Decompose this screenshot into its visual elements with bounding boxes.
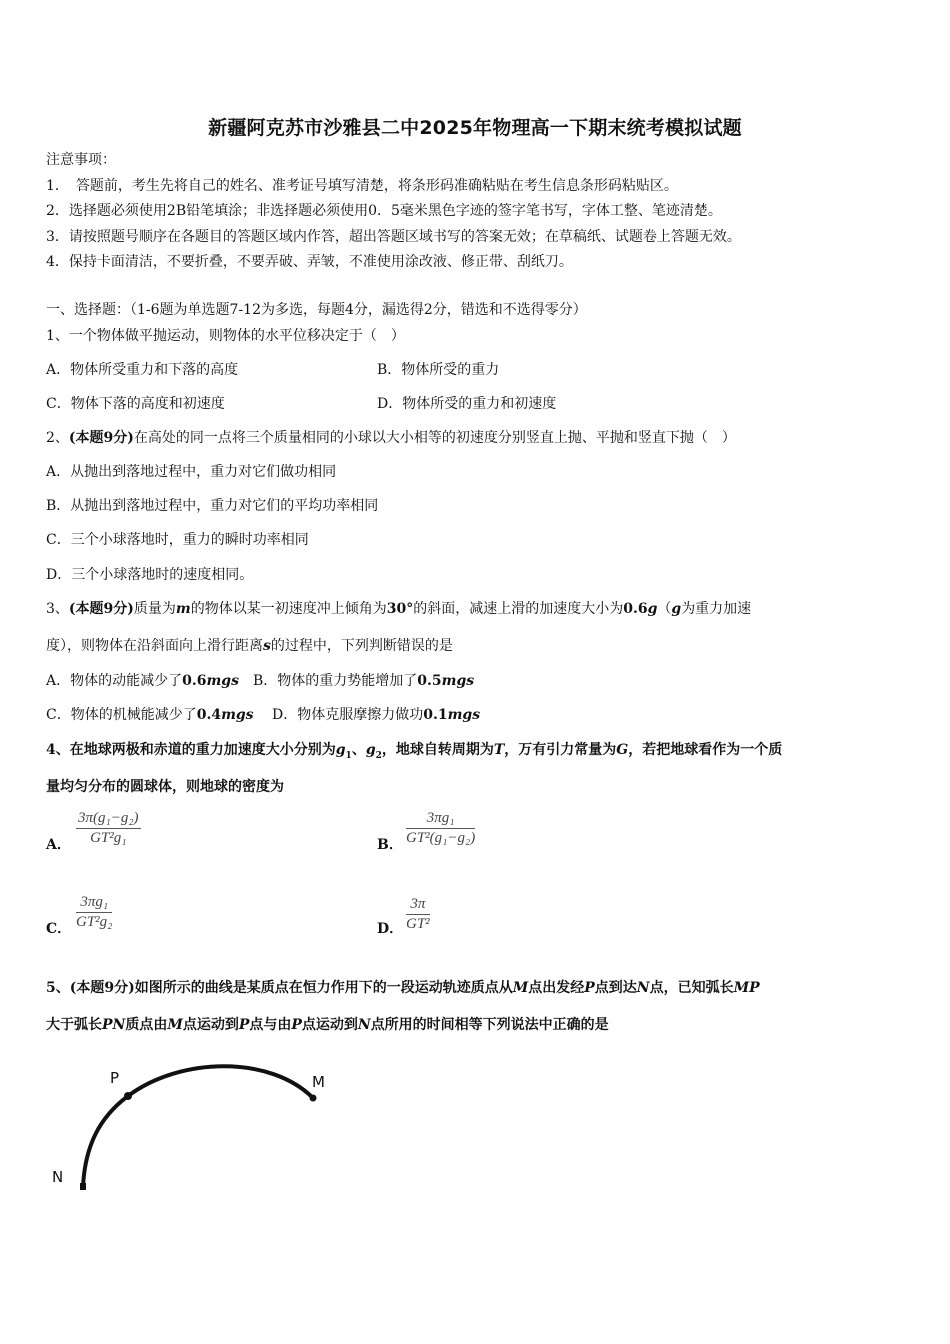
q4-a-denominator: GT²g₁ bbox=[90, 830, 127, 846]
q3-stem-line1: 3、(本题9分)质量为m的物体以某一初速度冲上倾角为30°的斜面，减速上滑的加速度大小为0.6g（g为重力加速 bbox=[46, 601, 752, 617]
q4-stem-line1: 4、在地球两极和赤道的重力加速度大小分别为$g_1$、$g_2$，地球自转周期为T，万有引力常量为G，若把地球看作为一个质 bbox=[46, 742, 783, 761]
q4-option-d-label: D． bbox=[377, 921, 404, 937]
q3-option-a: A．物体的动能减少了0.6mgs bbox=[46, 673, 239, 689]
q4-d-numerator: 3π bbox=[410, 896, 426, 912]
q4-b-numerator: 3πg₁ bbox=[426, 810, 455, 826]
q3-stem-line2: 度），则物体在沿斜面向上滑行距离s的过程中，下列判断错误的是 bbox=[46, 638, 453, 654]
notice-item-2: 2．选择题必须使用2B铅笔填涂；非选择题必须使用0．5毫米黑色字迹的签字笔书写，字体工整、笔迹清楚。 bbox=[46, 203, 722, 219]
q4-option-b-fraction bbox=[406, 810, 475, 847]
q3-options-cd bbox=[46, 705, 480, 725]
q4-c-numerator: 3πg₁ bbox=[80, 894, 109, 910]
q1-option-b: B．物体所受的重力 bbox=[377, 362, 500, 378]
label-m: M bbox=[312, 1073, 325, 1091]
notice-heading: 注意事项： bbox=[46, 152, 116, 168]
q3-option-d: D．物体克服摩擦力做功0.1mgs bbox=[272, 707, 481, 723]
q2-option-c: C．三个小球落地时，重力的瞬时功率相同 bbox=[46, 532, 309, 548]
q5-stem-line1: 5、(本题9分)如图所示的曲线是某质点在恒力作用下的一段运动轨迹质点从M点出发经P点到达N点，已知弧长MP bbox=[46, 980, 760, 996]
page-title: 新疆阿克苏市沙雅县二中2025年物理高一下期末统考模拟试题 bbox=[208, 117, 742, 139]
q4-stem-line2: 量均匀分布的圆球体，则地球的密度为 bbox=[46, 779, 284, 795]
q1-stem: 1、一个物体做平抛运动，则物体的水平位移决定于（ ） bbox=[46, 328, 405, 344]
point-p-dot bbox=[124, 1092, 132, 1100]
q2-option-a: A．从抛出到落地过程中，重力对它们做功相同 bbox=[46, 464, 337, 480]
q2-stem: 2、(本题9分)在高处的同一点将三个质量相同的小球以大小相等的初速度分别竖直上抛、平抛和竖直下抛（ ） bbox=[46, 430, 736, 446]
trajectory-diagram bbox=[40, 1045, 340, 1205]
label-n: N bbox=[52, 1168, 64, 1186]
q1-option-a: A．物体所受重力和下落的高度 bbox=[46, 362, 239, 378]
q4-d-denominator: GT² bbox=[406, 916, 430, 932]
q4-option-c-label: C． bbox=[46, 921, 72, 937]
q3-option-b: B．物体的重力势能增加了0.5mgs bbox=[252, 673, 475, 689]
q4-a-numerator: 3π(g₁−g₂) bbox=[78, 810, 139, 826]
q2-option-d: D．三个小球落地时的速度相同。 bbox=[46, 567, 254, 583]
q5-stem-line2: 大于弧长PN质点由M点运动到P点与由P点运动到N点所用的时间相等下列说法中正确的是 bbox=[46, 1017, 609, 1033]
q4-option-b-label: B． bbox=[377, 837, 403, 853]
notice-item-4: 4．保持卡面清洁，不要折叠，不要弄破、弄皱，不准使用涂改液、修正带、刮纸刀。 bbox=[46, 254, 573, 270]
q4-b-denominator: GT²(g₁−g₂) bbox=[406, 830, 476, 846]
q4-option-d-fraction bbox=[406, 896, 430, 933]
q1-option-c: C．物体下落的高度和初速度 bbox=[46, 396, 225, 412]
q2-option-b: B．从抛出到落地过程中，重力对它们的平均功率相同 bbox=[46, 498, 379, 514]
q3-option-c: C．物体的机械能减少了0.4mgs bbox=[46, 707, 254, 723]
label-p: P bbox=[110, 1069, 120, 1087]
q1-option-d: D．物体所受的重力和初速度 bbox=[377, 396, 557, 412]
q3-options-ab bbox=[46, 671, 474, 691]
section-heading: 一、选择题：（1-6题为单选题7-12为多选，每题4分，漏选得2分，错选和不选得零分） bbox=[46, 302, 587, 318]
q4-option-a-fraction bbox=[76, 810, 141, 847]
notice-item-1: 1． 答题前，考生先将自己的姓名、准考证号填写清楚，将条形码准确粘贴在考生信息条形码粘贴区。 bbox=[46, 178, 678, 194]
point-n-dot bbox=[80, 1183, 86, 1190]
notice-item-3: 3．请按照题号顺序在各题目的答题区域内作答，超出答题区域书写的答案无效；在草稿纸、试题卷上答题无效。 bbox=[46, 229, 741, 245]
q4-option-a-label: A． bbox=[46, 837, 71, 853]
point-m-dot bbox=[310, 1095, 317, 1102]
q4-c-denominator: GT²g₂ bbox=[76, 914, 113, 930]
q4-option-c-fraction bbox=[76, 894, 112, 931]
